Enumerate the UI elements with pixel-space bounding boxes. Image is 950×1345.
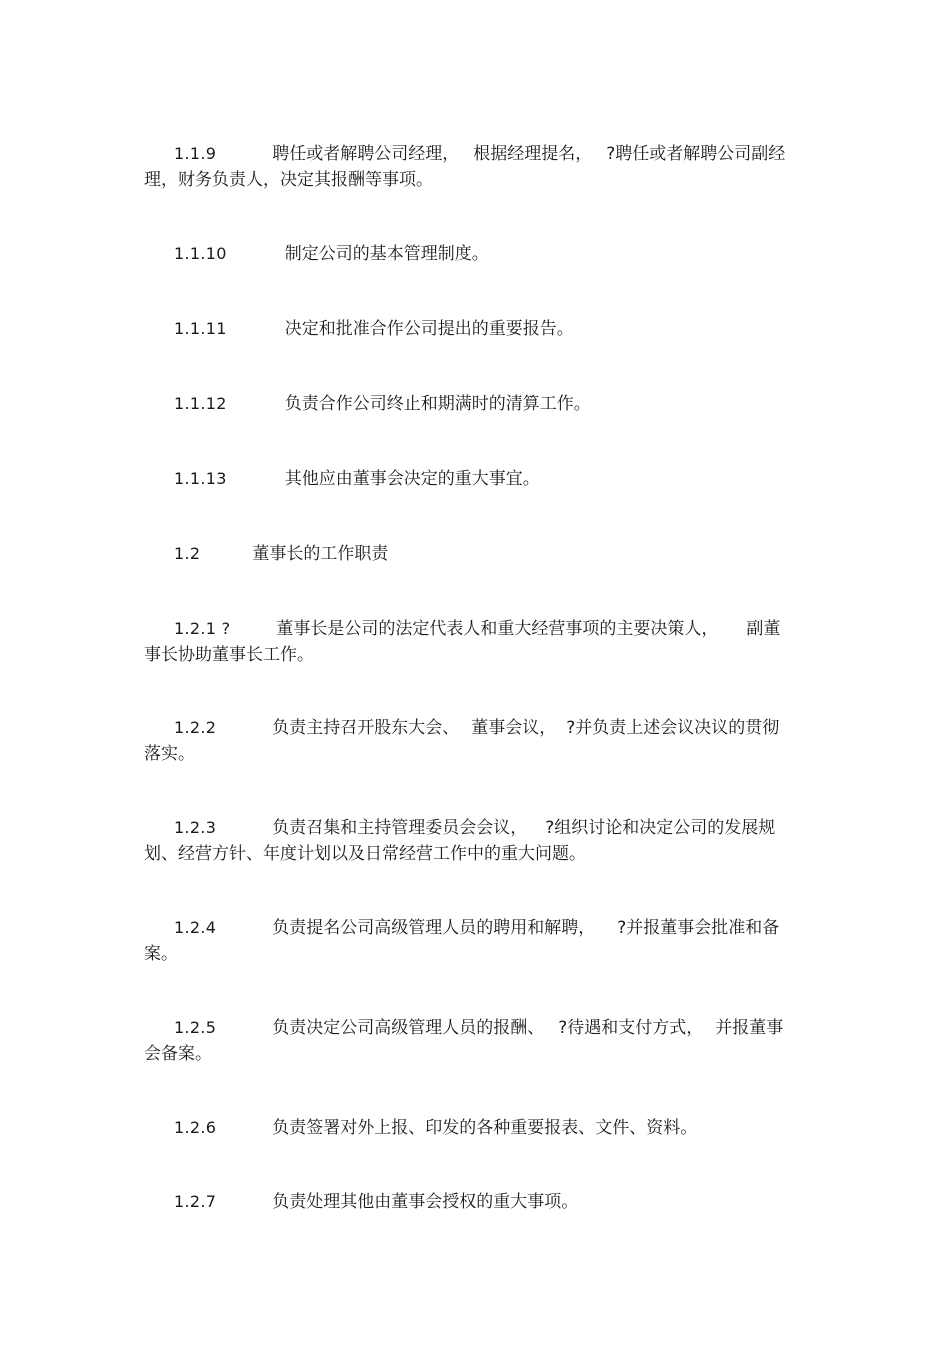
- clause-1-1-11: [144, 316, 810, 342]
- clause-number: 1.1.13: [174, 469, 227, 488]
- clause-1-2-6: [144, 1115, 810, 1141]
- clause-first-line: [144, 915, 810, 941]
- clause-1-1-10: [144, 241, 810, 267]
- clause-continuation: 会备案。: [144, 1044, 212, 1064]
- clause-first-line: [144, 1015, 810, 1041]
- clause-first-line: [144, 1115, 810, 1141]
- clause-number: 1.2.1 ?: [174, 619, 231, 638]
- clause-text-segment: 负责主持召开股东大会、: [272, 718, 460, 738]
- clause-1-2-2: [144, 715, 810, 767]
- clause-text-segment: 董事长是公司的法定代表人和重大经营事项的主要决策人，: [276, 619, 719, 639]
- clause-number: 1.2.6: [174, 1118, 217, 1137]
- clause-first-line: [144, 466, 810, 492]
- clause-continuation: 事长协助董事长工作。: [144, 645, 314, 665]
- clause-first-line: [144, 815, 810, 841]
- clause-text-segment: ?并负责上述会议决议的贯彻: [566, 718, 780, 738]
- clause-number: 1.1.12: [174, 394, 227, 413]
- clause-1-1-12: [144, 391, 810, 417]
- clause-first-line: [144, 241, 810, 267]
- clause-text-segment: 聘任或者解聘公司经理，: [272, 144, 460, 164]
- clause-first-line: [144, 391, 810, 417]
- clause-number: 1.2: [174, 544, 201, 563]
- clause-1-1-9: [144, 141, 810, 193]
- clause-first-line: [144, 1189, 810, 1215]
- clause-first-line: [144, 616, 810, 642]
- section-title: 董事长的工作职责: [252, 544, 389, 564]
- clause-number: 1.2.3: [174, 818, 217, 837]
- clause-number: 1.1.9: [174, 144, 217, 163]
- clause-first-line: [144, 715, 810, 741]
- clause-1-2-3: [144, 815, 810, 867]
- clause-1-2-5: [144, 1015, 810, 1067]
- clause-text-segment: 制定公司的基本管理制度。: [284, 244, 489, 264]
- clause-number: 1.2.7: [174, 1192, 217, 1211]
- clause-1-2-4: [144, 915, 810, 967]
- clause-continuation: 划、经营方针、年度计划以及日常经营工作中的重大问题。: [144, 844, 586, 864]
- clause-text-segment: 负责提名公司高级管理人员的聘用和解聘，: [272, 918, 596, 938]
- clause-text-segment: 并报董事: [715, 1018, 784, 1038]
- clause-1-1-13: [144, 466, 810, 492]
- clause-text-segment: 负责处理其他由董事会授权的重大事项。: [272, 1192, 579, 1212]
- clause-continuation: 案。: [144, 944, 178, 964]
- clause-number: 1.2.5: [174, 1018, 217, 1037]
- clause-text-segment: 负责决定公司高级管理人员的报酬、: [272, 1018, 545, 1038]
- clause-text-segment: 根据经理提名，: [473, 144, 593, 164]
- clause-number: 1.2.2: [174, 718, 217, 737]
- clause-first-line: [144, 541, 810, 567]
- clause-text-segment: ?聘任或者解聘公司副经: [606, 144, 786, 164]
- clause-continuation: 理，财务负责人，决定其报酬等事项。: [144, 170, 433, 190]
- clause-number: 1.2.4: [174, 918, 217, 937]
- clause-1-2-1: [144, 616, 810, 668]
- clause-text-segment: 其他应由董事会决定的重大事宜。: [284, 469, 540, 489]
- clause-1-2-7: [144, 1189, 810, 1215]
- clause-number: 1.1.10: [174, 244, 227, 263]
- clause-first-line: [144, 316, 810, 342]
- clause-text-segment: 负责签署对外上报、印发的各种重要报表、文件、资料。: [272, 1118, 698, 1138]
- clause-text-segment: 负责召集和主持管理委员会会议，: [272, 818, 528, 838]
- clause-text-segment: 负责合作公司终止和期满时的清算工作。: [284, 394, 591, 414]
- clause-text-segment: 决定和批准合作公司提出的重要报告。: [284, 319, 574, 339]
- clause-text-segment: ?并报董事会批准和备: [617, 918, 780, 938]
- clause-text-segment: ?待遇和支付方式，: [558, 1018, 704, 1038]
- section-1-2-heading: [144, 541, 810, 567]
- clause-text-segment: 董事会议，: [471, 718, 557, 738]
- clause-continuation: 落实。: [144, 744, 195, 764]
- clause-first-line: [144, 141, 810, 167]
- clause-text-segment: ?组织讨论和决定公司的发展规: [545, 818, 776, 838]
- clause-text-segment: 副董: [746, 619, 781, 639]
- clause-number: 1.1.11: [174, 319, 227, 338]
